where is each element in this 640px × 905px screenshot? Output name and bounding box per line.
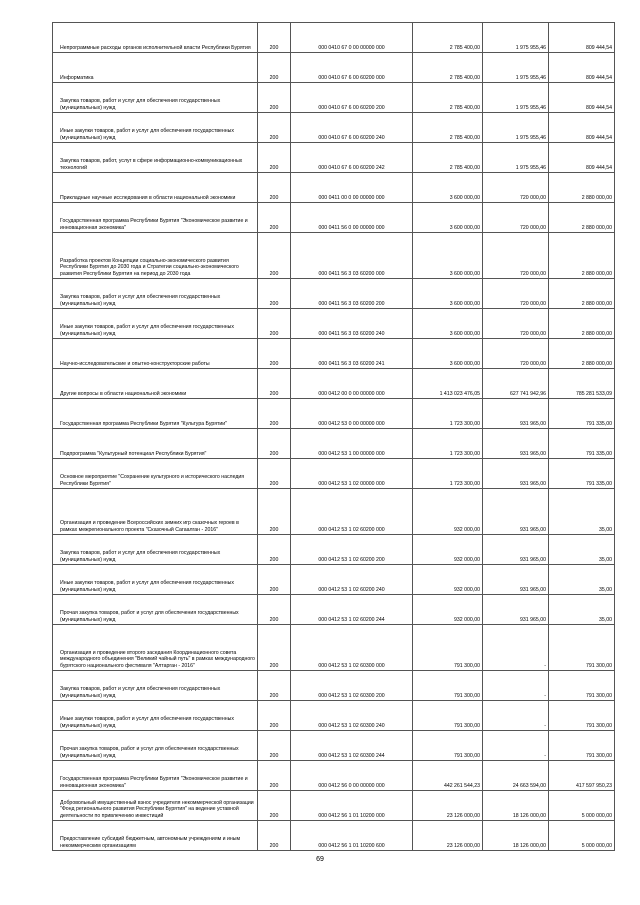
row-classification-cell: 000 0412 00 0 00 00000 000 <box>291 369 413 399</box>
table-row <box>53 671 615 701</box>
row-executed-cell: 720 000,00 <box>483 279 549 309</box>
row-classification-cell: 000 0410 67 6 00 60200 200 <box>291 83 413 113</box>
row-planned-cell: 2 785 400,00 <box>413 143 483 173</box>
row-code-cell: 200 <box>258 173 291 203</box>
row-classification-cell: 000 0411 56 3 03 60200 241 <box>291 339 413 369</box>
row-executed-cell: 931 965,00 <box>483 459 549 489</box>
row-name-cell: Государственная программа Республики Бурятия "Экономическое развитие и инновационная экономика" <box>53 761 258 791</box>
table-row <box>53 701 615 731</box>
row-name-cell: Иные закупки товаров, работ и услуг для обеспечения государственных (муниципальных) нужд <box>53 113 258 143</box>
budget-execution-table <box>52 22 615 851</box>
row-planned-cell: 3 600 000,00 <box>413 339 483 369</box>
row-classification-cell: 000 0411 56 3 03 60200 200 <box>291 279 413 309</box>
row-planned-cell: 2 785 400,00 <box>413 83 483 113</box>
row-planned-cell: 2 785 400,00 <box>413 23 483 53</box>
table-row <box>53 535 615 565</box>
row-code-cell: 200 <box>258 761 291 791</box>
row-executed-cell: 720 000,00 <box>483 173 549 203</box>
row-code-cell: 200 <box>258 309 291 339</box>
row-code-cell: 200 <box>258 83 291 113</box>
row-remaining-cell: 809 444,54 <box>549 83 615 113</box>
row-executed-cell: 720 000,00 <box>483 339 549 369</box>
row-code-cell: 200 <box>258 701 291 731</box>
row-executed-cell: 1 975 955,46 <box>483 53 549 83</box>
row-name-cell: Организация и проведение второго заседания Координационного совета международного объединения "Великий чайный путь" в рамках международного бурятского национального фестиваля "Алтарган - 2016" <box>53 625 258 671</box>
row-planned-cell: 932 000,00 <box>413 565 483 595</box>
table-row <box>53 489 615 535</box>
table-row <box>53 625 615 671</box>
table-row <box>53 339 615 369</box>
row-remaining-cell: 791 300,00 <box>549 701 615 731</box>
table-row <box>53 369 615 399</box>
row-planned-cell: 791 300,00 <box>413 731 483 761</box>
row-classification-cell: 000 0412 56 0 00 00000 000 <box>291 761 413 791</box>
row-code-cell: 200 <box>258 821 291 851</box>
row-name-cell: Научно-исследовательские и опытно-конструкторские работы <box>53 339 258 369</box>
table-row <box>53 595 615 625</box>
row-executed-cell: 18 126 000,00 <box>483 791 549 821</box>
table-row <box>53 565 615 595</box>
page-number: 69 <box>316 856 324 863</box>
row-remaining-cell: 785 281 533,09 <box>549 369 615 399</box>
row-classification-cell: 000 0412 53 1 02 60300 000 <box>291 625 413 671</box>
row-planned-cell: 3 600 000,00 <box>413 233 483 279</box>
row-remaining-cell: 791 335,00 <box>549 429 615 459</box>
row-name-cell: Разработка проектов Концепции социально-экономического развития Республики Бурятия до 2030 года и Стратегии социально-экономического развития Республики Бурятия на период до 2030 года <box>53 233 258 279</box>
row-remaining-cell: 791 335,00 <box>549 399 615 429</box>
table-row <box>53 83 615 113</box>
table-row <box>53 821 615 851</box>
row-executed-cell: 931 965,00 <box>483 535 549 565</box>
row-remaining-cell: 791 335,00 <box>549 459 615 489</box>
row-executed-cell: 1 975 955,46 <box>483 83 549 113</box>
row-planned-cell: 3 600 000,00 <box>413 309 483 339</box>
row-code-cell: 200 <box>258 53 291 83</box>
row-planned-cell: 932 000,00 <box>413 595 483 625</box>
row-name-cell: Иные закупки товаров, работ и услуг для обеспечения государственных (муниципальных) нужд <box>53 565 258 595</box>
row-remaining-cell: 2 880 000,00 <box>549 173 615 203</box>
row-planned-cell: 932 000,00 <box>413 535 483 565</box>
row-planned-cell: 2 785 400,00 <box>413 53 483 83</box>
table-row <box>53 731 615 761</box>
row-code-cell: 200 <box>258 625 291 671</box>
row-remaining-cell: 417 597 950,23 <box>549 761 615 791</box>
row-classification-cell: 000 0412 53 0 00 00000 000 <box>291 399 413 429</box>
row-name-cell: Информатика <box>53 53 258 83</box>
table-row <box>53 233 615 279</box>
table-row <box>53 459 615 489</box>
row-classification-cell: 000 0412 53 1 02 60300 240 <box>291 701 413 731</box>
row-classification-cell: 000 0412 56 1 01 10200 600 <box>291 821 413 851</box>
row-name-cell: Предоставление субсидий бюджетным, автономным учреждениям и иным некоммерческим организациям <box>53 821 258 851</box>
row-remaining-cell: 809 444,54 <box>549 143 615 173</box>
row-remaining-cell: 35,00 <box>549 595 615 625</box>
table-row <box>53 53 615 83</box>
table-row <box>53 203 615 233</box>
row-code-cell: 200 <box>258 731 291 761</box>
row-executed-cell: 627 741 942,96 <box>483 369 549 399</box>
row-classification-cell: 000 0412 53 1 02 60300 244 <box>291 731 413 761</box>
table-row <box>53 761 615 791</box>
row-executed-cell: - <box>483 625 549 671</box>
row-classification-cell: 000 0411 56 0 00 00000 000 <box>291 203 413 233</box>
row-planned-cell: 2 785 400,00 <box>413 113 483 143</box>
row-code-cell: 200 <box>258 565 291 595</box>
row-planned-cell: 3 600 000,00 <box>413 279 483 309</box>
row-executed-cell: 720 000,00 <box>483 309 549 339</box>
row-classification-cell: 000 0412 53 1 02 60200 200 <box>291 535 413 565</box>
row-planned-cell: 791 300,00 <box>413 671 483 701</box>
row-remaining-cell: 2 880 000,00 <box>549 233 615 279</box>
row-planned-cell: 791 300,00 <box>413 625 483 671</box>
row-name-cell: Закупка товаров, работ и услуг для обеспечения государственных (муниципальных) нужд <box>53 279 258 309</box>
row-code-cell: 200 <box>258 429 291 459</box>
row-executed-cell: 931 965,00 <box>483 489 549 535</box>
row-code-cell: 200 <box>258 399 291 429</box>
row-name-cell: Государственная программа Республики Бурятия "Экономическое развитие и инновационная экономика" <box>53 203 258 233</box>
row-remaining-cell: 791 300,00 <box>549 625 615 671</box>
row-executed-cell: 931 965,00 <box>483 565 549 595</box>
row-code-cell: 200 <box>258 489 291 535</box>
row-classification-cell: 000 0412 53 1 02 60200 000 <box>291 489 413 535</box>
row-planned-cell: 1 723 300,00 <box>413 429 483 459</box>
row-classification-cell: 000 0412 53 1 00 00000 000 <box>291 429 413 459</box>
row-planned-cell: 23 126 000,00 <box>413 821 483 851</box>
table-row <box>53 791 615 821</box>
table-row <box>53 173 615 203</box>
row-name-cell: Основное мероприятие "Сохранение культурного и исторического наследия Республики Бурятия" <box>53 459 258 489</box>
row-name-cell: Иные закупки товаров, работ и услуг для обеспечения государственных (муниципальных) нужд <box>53 701 258 731</box>
row-remaining-cell: 35,00 <box>549 489 615 535</box>
row-remaining-cell: 809 444,54 <box>549 23 615 53</box>
row-planned-cell: 1 413 023 476,05 <box>413 369 483 399</box>
row-remaining-cell: 809 444,54 <box>549 113 615 143</box>
row-planned-cell: 1 723 300,00 <box>413 459 483 489</box>
row-remaining-cell: 2 880 000,00 <box>549 309 615 339</box>
row-remaining-cell: 5 000 000,00 <box>549 791 615 821</box>
table-row <box>53 279 615 309</box>
row-classification-cell: 000 0412 53 1 02 60200 244 <box>291 595 413 625</box>
table-row <box>53 429 615 459</box>
row-executed-cell: - <box>483 731 549 761</box>
row-executed-cell: 1 975 955,46 <box>483 143 549 173</box>
row-executed-cell: 1 975 955,46 <box>483 113 549 143</box>
row-planned-cell: 442 261 544,23 <box>413 761 483 791</box>
row-code-cell: 200 <box>258 23 291 53</box>
row-classification-cell: 000 0412 53 1 02 60200 240 <box>291 565 413 595</box>
row-name-cell: Иные закупки товаров, работ и услуг для обеспечения государственных (муниципальных) нужд <box>53 309 258 339</box>
row-executed-cell: 720 000,00 <box>483 203 549 233</box>
row-classification-cell: 000 0412 53 1 02 60300 200 <box>291 671 413 701</box>
row-code-cell: 200 <box>258 595 291 625</box>
row-executed-cell: 24 663 594,00 <box>483 761 549 791</box>
row-code-cell: 200 <box>258 143 291 173</box>
row-classification-cell: 000 0411 56 3 03 60200 240 <box>291 309 413 339</box>
row-name-cell: Прочая закупка товаров, работ и услуг для обеспечения государственных (муниципальных) нужд <box>53 731 258 761</box>
row-planned-cell: 1 723 300,00 <box>413 399 483 429</box>
row-planned-cell: 23 126 000,00 <box>413 791 483 821</box>
row-executed-cell: 931 965,00 <box>483 595 549 625</box>
row-classification-cell: 000 0411 00 0 00 00000 000 <box>291 173 413 203</box>
row-name-cell: Непрограммные расходы органов исполнительной власти Республики Бурятия <box>53 23 258 53</box>
table-row <box>53 143 615 173</box>
row-classification-cell: 000 0412 53 1 02 00000 000 <box>291 459 413 489</box>
table-row <box>53 23 615 53</box>
row-classification-cell: 000 0410 67 6 00 60200 242 <box>291 143 413 173</box>
row-code-cell: 200 <box>258 671 291 701</box>
budget-table-page <box>52 22 614 851</box>
row-classification-cell: 000 0410 67 6 00 60200 240 <box>291 113 413 143</box>
table-body <box>53 23 615 851</box>
row-executed-cell: - <box>483 701 549 731</box>
row-planned-cell: 3 600 000,00 <box>413 173 483 203</box>
row-name-cell: Организация и проведение Всероссийских зимних игр сказочных героев в рамках межрегионального проекта "Сказочный Сагаалган - 2016" <box>53 489 258 535</box>
row-classification-cell: 000 0411 56 3 03 60200 000 <box>291 233 413 279</box>
row-remaining-cell: 2 880 000,00 <box>549 203 615 233</box>
row-remaining-cell: 5 000 000,00 <box>549 821 615 851</box>
row-code-cell: 200 <box>258 791 291 821</box>
row-executed-cell: 931 965,00 <box>483 429 549 459</box>
table-row <box>53 399 615 429</box>
row-code-cell: 200 <box>258 233 291 279</box>
row-code-cell: 200 <box>258 279 291 309</box>
table-row <box>53 113 615 143</box>
row-classification-cell: 000 0412 56 1 01 10200 000 <box>291 791 413 821</box>
row-remaining-cell: 791 300,00 <box>549 731 615 761</box>
row-code-cell: 200 <box>258 113 291 143</box>
row-name-cell: Добровольный имущественный взнос учредителя некоммерческой организации "Фонд регионального развития Республики Бурятия" на ведение уставной деятельности по привлечению инвестиций <box>53 791 258 821</box>
row-planned-cell: 3 600 000,00 <box>413 203 483 233</box>
row-remaining-cell: 35,00 <box>549 565 615 595</box>
row-name-cell: Закупка товаров, работ и услуг для обеспечения государственных (муниципальных) нужд <box>53 83 258 113</box>
row-remaining-cell: 2 880 000,00 <box>549 339 615 369</box>
row-name-cell: Прикладные научные исследования в области национальной экономики <box>53 173 258 203</box>
row-remaining-cell: 35,00 <box>549 535 615 565</box>
row-name-cell: Другие вопросы в области национальной экономики <box>53 369 258 399</box>
row-code-cell: 200 <box>258 535 291 565</box>
row-code-cell: 200 <box>258 339 291 369</box>
row-planned-cell: 932 000,00 <box>413 489 483 535</box>
row-code-cell: 200 <box>258 203 291 233</box>
row-name-cell: Государственная программа Республики Бурятия "Культура Бурятии" <box>53 399 258 429</box>
row-executed-cell: 720 000,00 <box>483 233 549 279</box>
row-executed-cell: - <box>483 671 549 701</box>
table-row <box>53 309 615 339</box>
row-name-cell: Закупка товаров, работ, услуг в сфере информационно-коммуникационных технологий <box>53 143 258 173</box>
row-name-cell: Закупка товаров, работ и услуг для обеспечения государственных (муниципальных) нужд <box>53 671 258 701</box>
row-remaining-cell: 791 300,00 <box>549 671 615 701</box>
row-classification-cell: 000 0410 67 0 00 00000 000 <box>291 23 413 53</box>
row-executed-cell: 18 126 000,00 <box>483 821 549 851</box>
row-code-cell: 200 <box>258 459 291 489</box>
row-name-cell: Подпрограмма "Культурный потенциал Республики Бурятия" <box>53 429 258 459</box>
row-name-cell: Прочая закупка товаров, работ и услуг для обеспечения государственных (муниципальных) нужд <box>53 595 258 625</box>
row-name-cell: Закупка товаров, работ и услуг для обеспечения государственных (муниципальных) нужд <box>53 535 258 565</box>
row-executed-cell: 931 965,00 <box>483 399 549 429</box>
row-classification-cell: 000 0410 67 6 00 60200 000 <box>291 53 413 83</box>
row-remaining-cell: 809 444,54 <box>549 53 615 83</box>
row-remaining-cell: 2 880 000,00 <box>549 279 615 309</box>
row-code-cell: 200 <box>258 369 291 399</box>
row-executed-cell: 1 975 955,46 <box>483 23 549 53</box>
row-planned-cell: 791 300,00 <box>413 701 483 731</box>
